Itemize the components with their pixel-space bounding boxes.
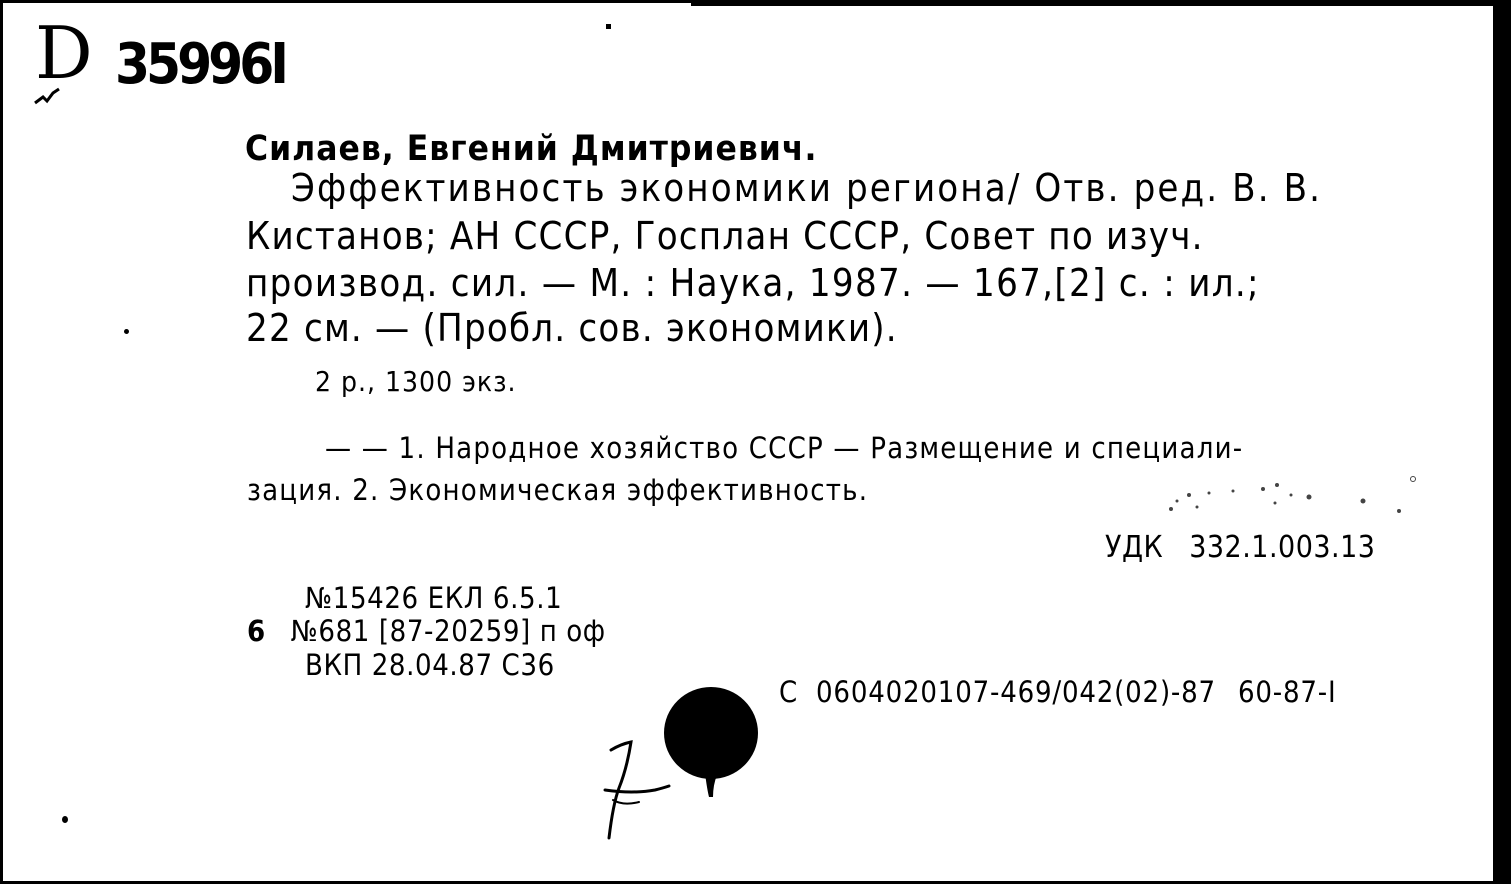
title-line: производ. сил. — М. : Наука, 1987. — 167,[2] с. : ил.; [246,261,1260,305]
title-line: Кистанов; АН СССР, Госплан СССР, Совет по изуч. [246,214,1204,258]
call-number: 35996I [115,32,286,97]
subject-line: зация. 2. Экономическая эффективность. [247,473,869,507]
udk-label: УДК [1105,530,1164,565]
faded-stamp-marks [1163,471,1423,521]
handwritten-mark [593,738,683,848]
title-line: 22 см. — (Пробл. сов. экономики). [246,306,898,350]
price-and-print-run: 2 р., 1300 экз. [315,365,517,398]
author-heading: Силаев, Евгений Дмитриевич. [245,129,818,169]
scan-speck [606,24,611,29]
title-line: Эффективность экономики региона/ Отв. ред. В. В. [291,166,1323,210]
catalog-line: №15426 ЕКЛ 6.5.1 [305,581,563,615]
scan-edge-right [1493,3,1511,884]
catalog-line-text: №681 [87-20259] п оф [290,614,606,648]
subject-line: — — 1. Народное хозяйство СССР — Размещение и специали- [325,431,1244,465]
call-number-scribble [33,83,63,107]
catalog-line: ВКП 28.04.87 С36 [305,648,555,682]
catalog-prefix: 6 [247,614,266,648]
scan-edge-top [691,3,1511,6]
catalog-line [247,614,606,648]
printing-code [779,675,1336,709]
udk-value: 332.1.003.13 [1189,530,1376,565]
scan-speck [124,329,129,334]
scan-speck [62,816,68,823]
printing-code-tail: 60-87-I [1237,675,1337,709]
udk-classification [1105,530,1375,565]
printing-code-letter: С [779,675,799,709]
printing-code-number: 0604020107-469/042(02)-87 [816,675,1216,709]
call-number-prefix: D [35,11,93,95]
